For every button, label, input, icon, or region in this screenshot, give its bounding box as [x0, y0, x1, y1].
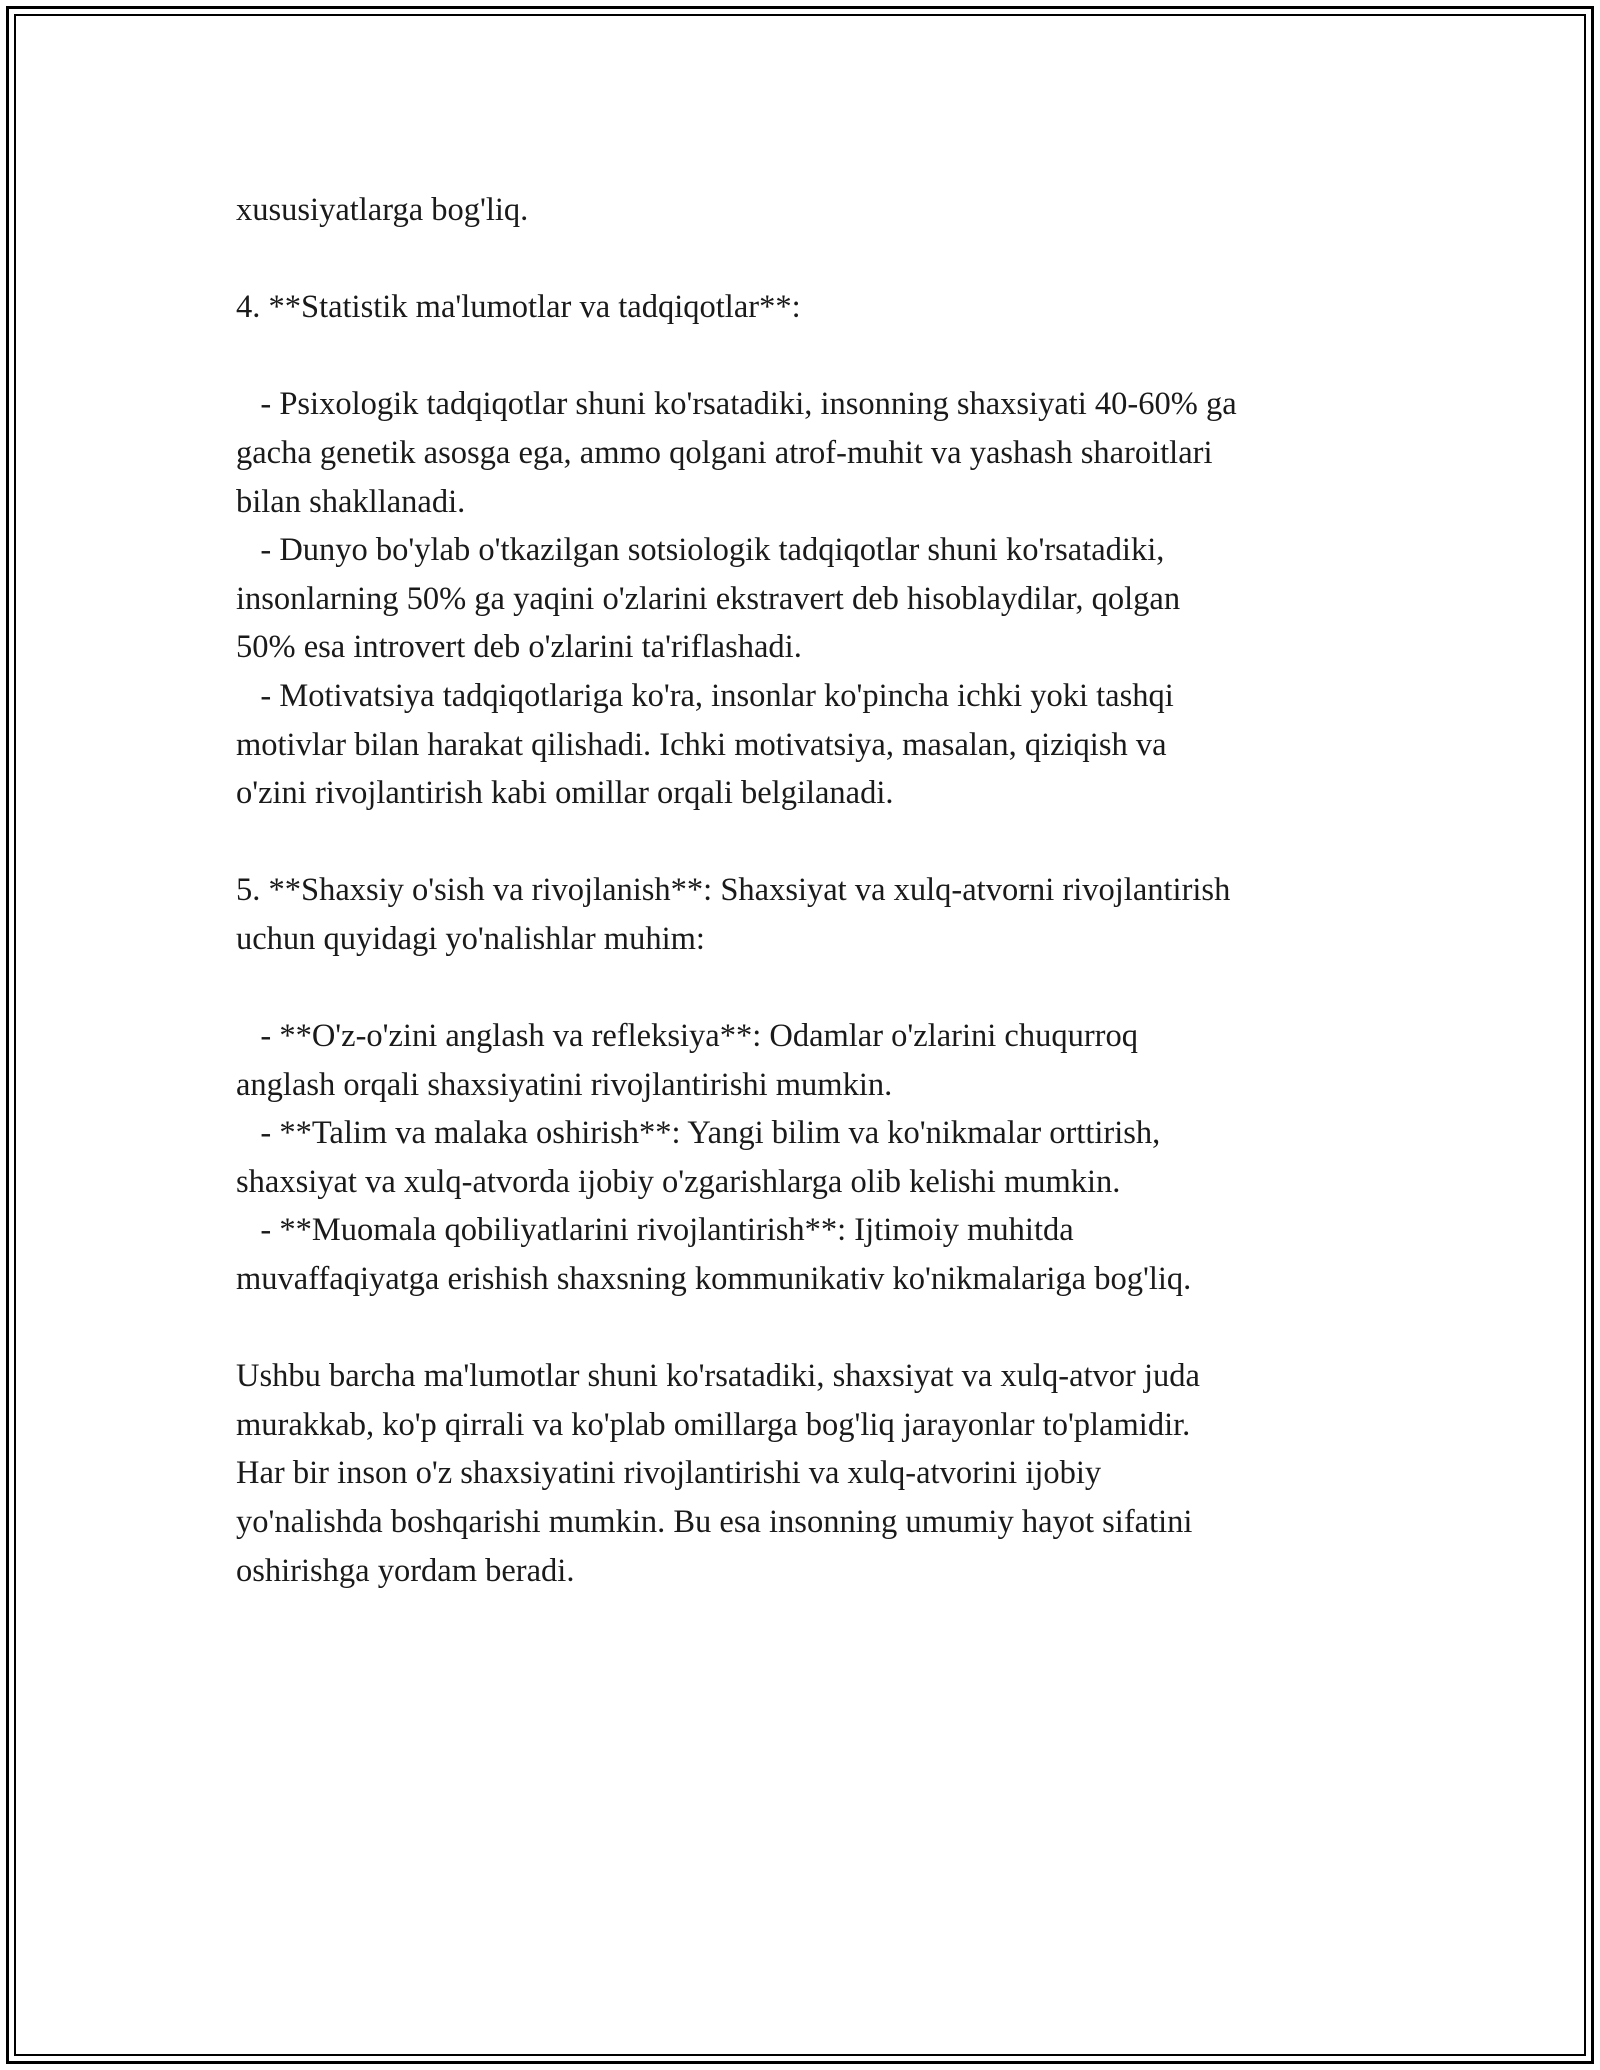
text-line: insonlarning 50% ga yaqini o'zlarini ekstravert deb hisoblaydilar, qolgan: [236, 580, 1181, 617]
text-line: oshirishga yordam beradi.: [236, 1552, 575, 1589]
text-line: xususiyatlarga bog'liq.: [236, 192, 529, 228]
text-line: anglash orqali shaxsiyatini rivojlantirishi mumkin.: [236, 1066, 893, 1103]
blank-line: [236, 332, 1416, 381]
text-line: - **O'z-o'zini anglash va refleksiya**: Odamlar o'zlarini chuqurroq: [236, 1018, 1138, 1055]
text-line: uchun quyidagi yo'nalishlar muhim:: [236, 920, 705, 957]
blank-line: [236, 818, 1416, 867]
text-line: - Dunyo bo'ylab o'tkazilgan sotsiologik tadqiqotlar shuni ko'rsatadiki,: [236, 532, 1165, 569]
text-line: - **Talim va malaka oshirish**: Yangi bilim va ko'nikmalar orttirish,: [236, 1115, 1161, 1152]
text-line: Har bir inson o'z shaxsiyatini rivojlantirishi va xulq-atvorini ijobiy: [236, 1455, 1102, 1492]
text-line: - **Muomala qobiliyatlarini rivojlantirish**: Ijtimoiy muhitda: [236, 1212, 1074, 1249]
blank-line: [236, 964, 1416, 1013]
text-line: - Motivatsiya tadqiqotlariga ko'ra, insonlar ko'pincha ichki yoki tashqi: [236, 677, 1174, 714]
text-line: bilan shakllanadi.: [236, 483, 466, 520]
blank-line: [236, 235, 1416, 284]
section-heading: 4. **Statistik ma'lumotlar va tadqiqotlar**:: [236, 289, 801, 326]
text-line: - Psixologik tadqiqotlar shuni ko'rsatadiki, insonning shaxsiyati 40-60% ga: [236, 386, 1237, 423]
document-body: [236, 186, 1416, 1595]
text-line: o'zini rivojlantirish kabi omillar orqali belgilanadi.: [236, 775, 894, 812]
text-line: 50% esa introvert deb o'zlarini ta'riflashadi.: [236, 629, 802, 666]
text-line: shaxsiyat va xulq-atvorda ijobiy o'zgarishlarga olib kelishi mumkin.: [236, 1163, 1121, 1200]
section-heading: 5. **Shaxsiy o'sish va rivojlanish**: Shaxsiyat va xulq-atvorni rivojlantirish: [236, 872, 1231, 909]
text-line: Ushbu barcha ma'lumotlar shuni ko'rsatadiki, shaxsiyat va xulq-atvor juda: [236, 1358, 1200, 1395]
blank-line: [236, 1304, 1416, 1353]
text-line: yo'nalishda boshqarishi mumkin. Bu esa insonning umumiy hayot sifatini: [236, 1504, 1193, 1541]
text-line: murakkab, ko'p qirrali va ko'plab omillarga bog'liq jarayonlar to'plamidir.: [236, 1406, 1191, 1443]
text-line: motivlar bilan harakat qilishadi. Ichki motivatsiya, masalan, qiziqish va: [236, 726, 1167, 763]
text-line: muvaffaqiyatga erishish shaxsning kommunikativ ko'nikmalariga bog'liq.: [236, 1261, 1192, 1298]
text-line: gacha genetik asosga ega, ammo qolgani atrof-muhit va yashash sharoitlari: [236, 434, 1213, 471]
